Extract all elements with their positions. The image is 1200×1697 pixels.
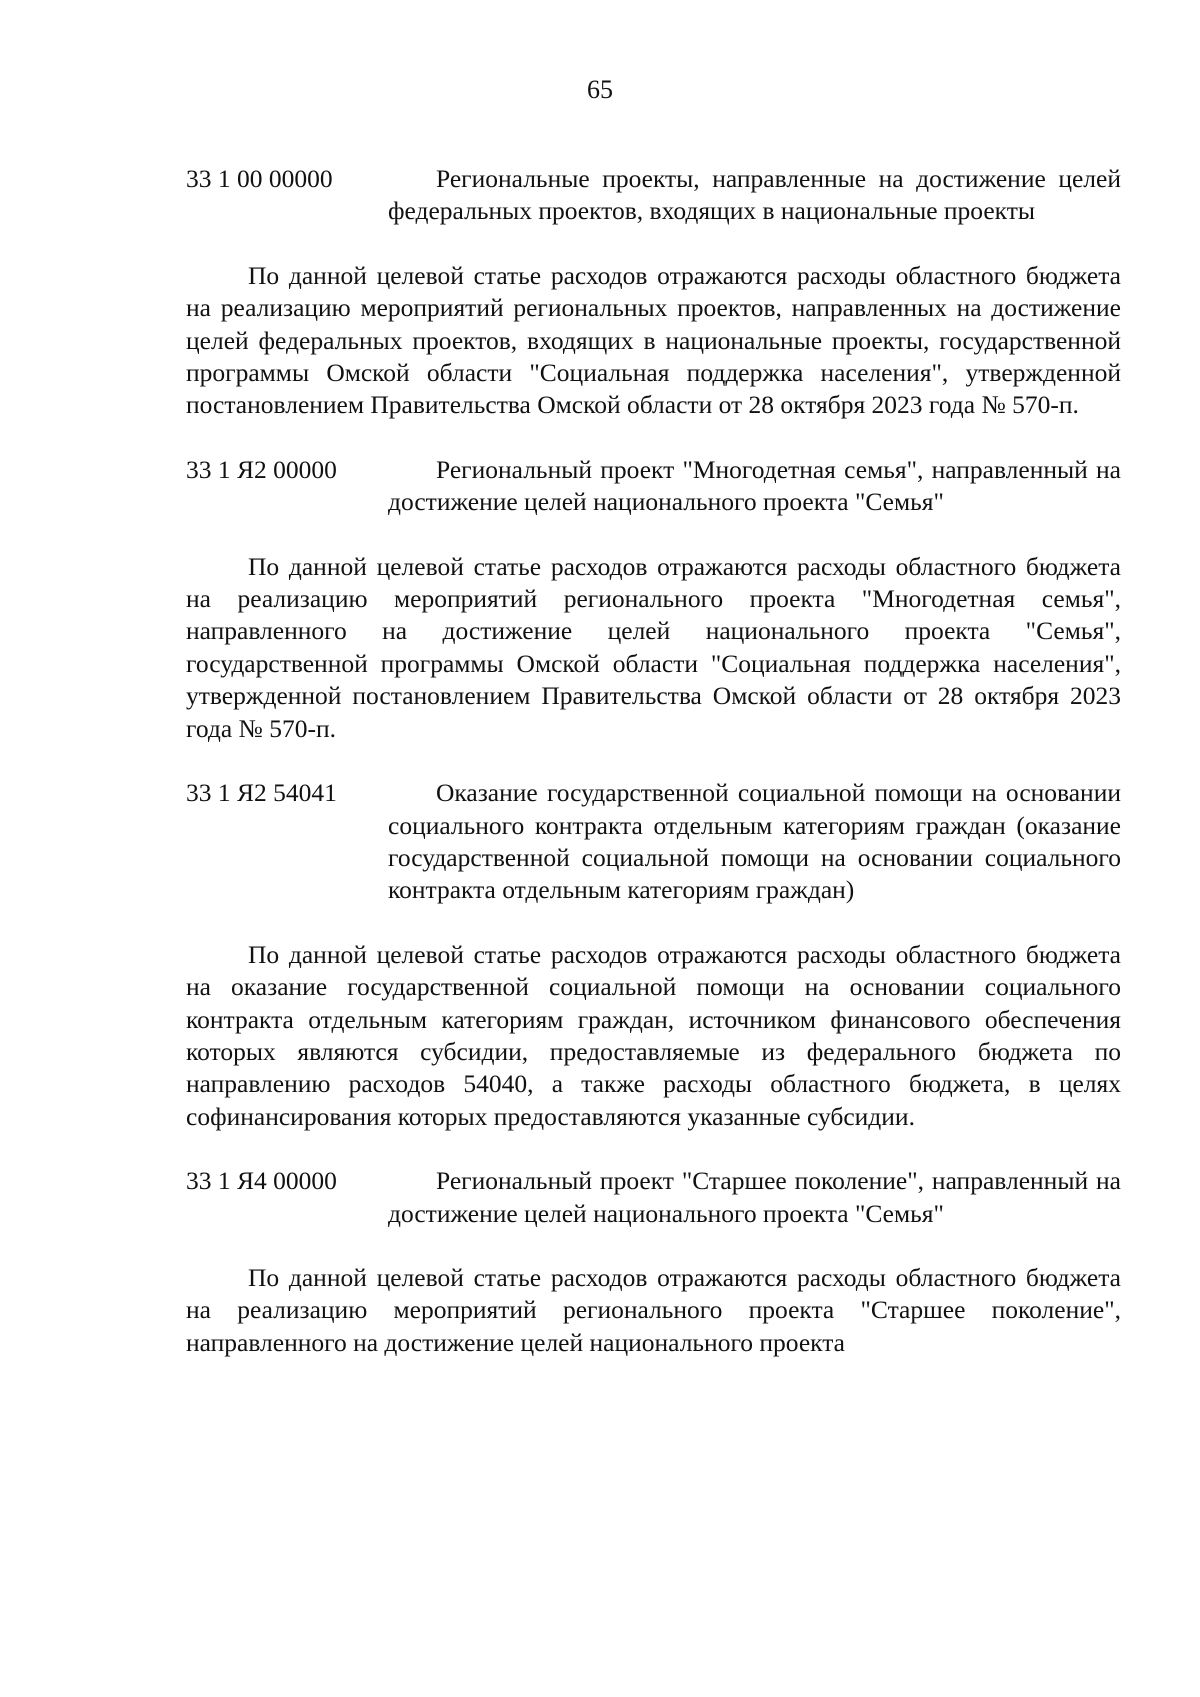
article-code: 33 1 Я2 00000 — [186, 454, 337, 484]
budget-article-heading — [186, 777, 1121, 907]
article-title: Оказание государственной социальной помощи на основании социального контракта отдельным категориям граждан (оказание государственной социальной помощи на основании социального контракта отдельным категориям граждан) — [388, 778, 1121, 905]
article-code: 33 1 00 00000 — [186, 164, 333, 193]
article-description: По данной целевой статье расходов отражаются расходы областного бюджета на реализацию мероприятий региональных проектов, направленных на достижение целей федеральных проектов, входящих в национальные проекты, государственной программы Омской области "Социальная поддержка населения", утвержденной постановлением Правительства Омской области от 28 октября 2023 года № 570-п. — [186, 260, 1121, 420]
page-number: 65 — [587, 75, 613, 104]
article-description: По данной целевой статье расходов отражаются расходы областного бюджета на реализацию мероприятий регионального проекта "Старшее поколение", направленного на достижение целей национального проекта — [186, 1262, 1121, 1357]
article-code: 33 1 Я4 00000 — [186, 1166, 337, 1196]
document-body — [186, 163, 1121, 1391]
budget-article-heading — [186, 1165, 1121, 1230]
budget-article-heading — [186, 454, 1121, 519]
article-description: По данной целевой статье расходов отражаются расходы областного бюджета на реализацию мероприятий регионального проекта "Многодетная семья", направленного на достижение целей национального проекта "Семья", государственной программы Омской области "Социальная поддержка населения", утвержденной постановлением Правительства Омской области от 28 октября 2023 года № 570-п. — [186, 551, 1121, 743]
article-title: Региональный проект "Многодетная семья", направленный на достижение целей национального проекта "Семья" — [388, 454, 1121, 517]
article-code: 33 1 Я2 54041 — [186, 778, 337, 808]
article-title: Региональные проекты, направленные на достижение целей федеральных проектов, входящих в национальные проекты — [388, 164, 1121, 226]
article-description: По данной целевой статье расходов отражаются расходы областного бюджета на оказание государственной социальной помощи на основании социального контракта отдельным категориям граждан, источником финансового обеспечения которых являются субсидии, предоставляемые из федерального бюджета по направлению расходов 54040, а также расходы областного бюджета, в целях софинансирования которых предоставляются указанные субсидии. — [186, 939, 1121, 1131]
article-title: Региональный проект "Старшее поколение", направленный на достижение целей национального проекта "Семья" — [388, 1166, 1121, 1228]
budget-article-heading — [186, 163, 1121, 228]
